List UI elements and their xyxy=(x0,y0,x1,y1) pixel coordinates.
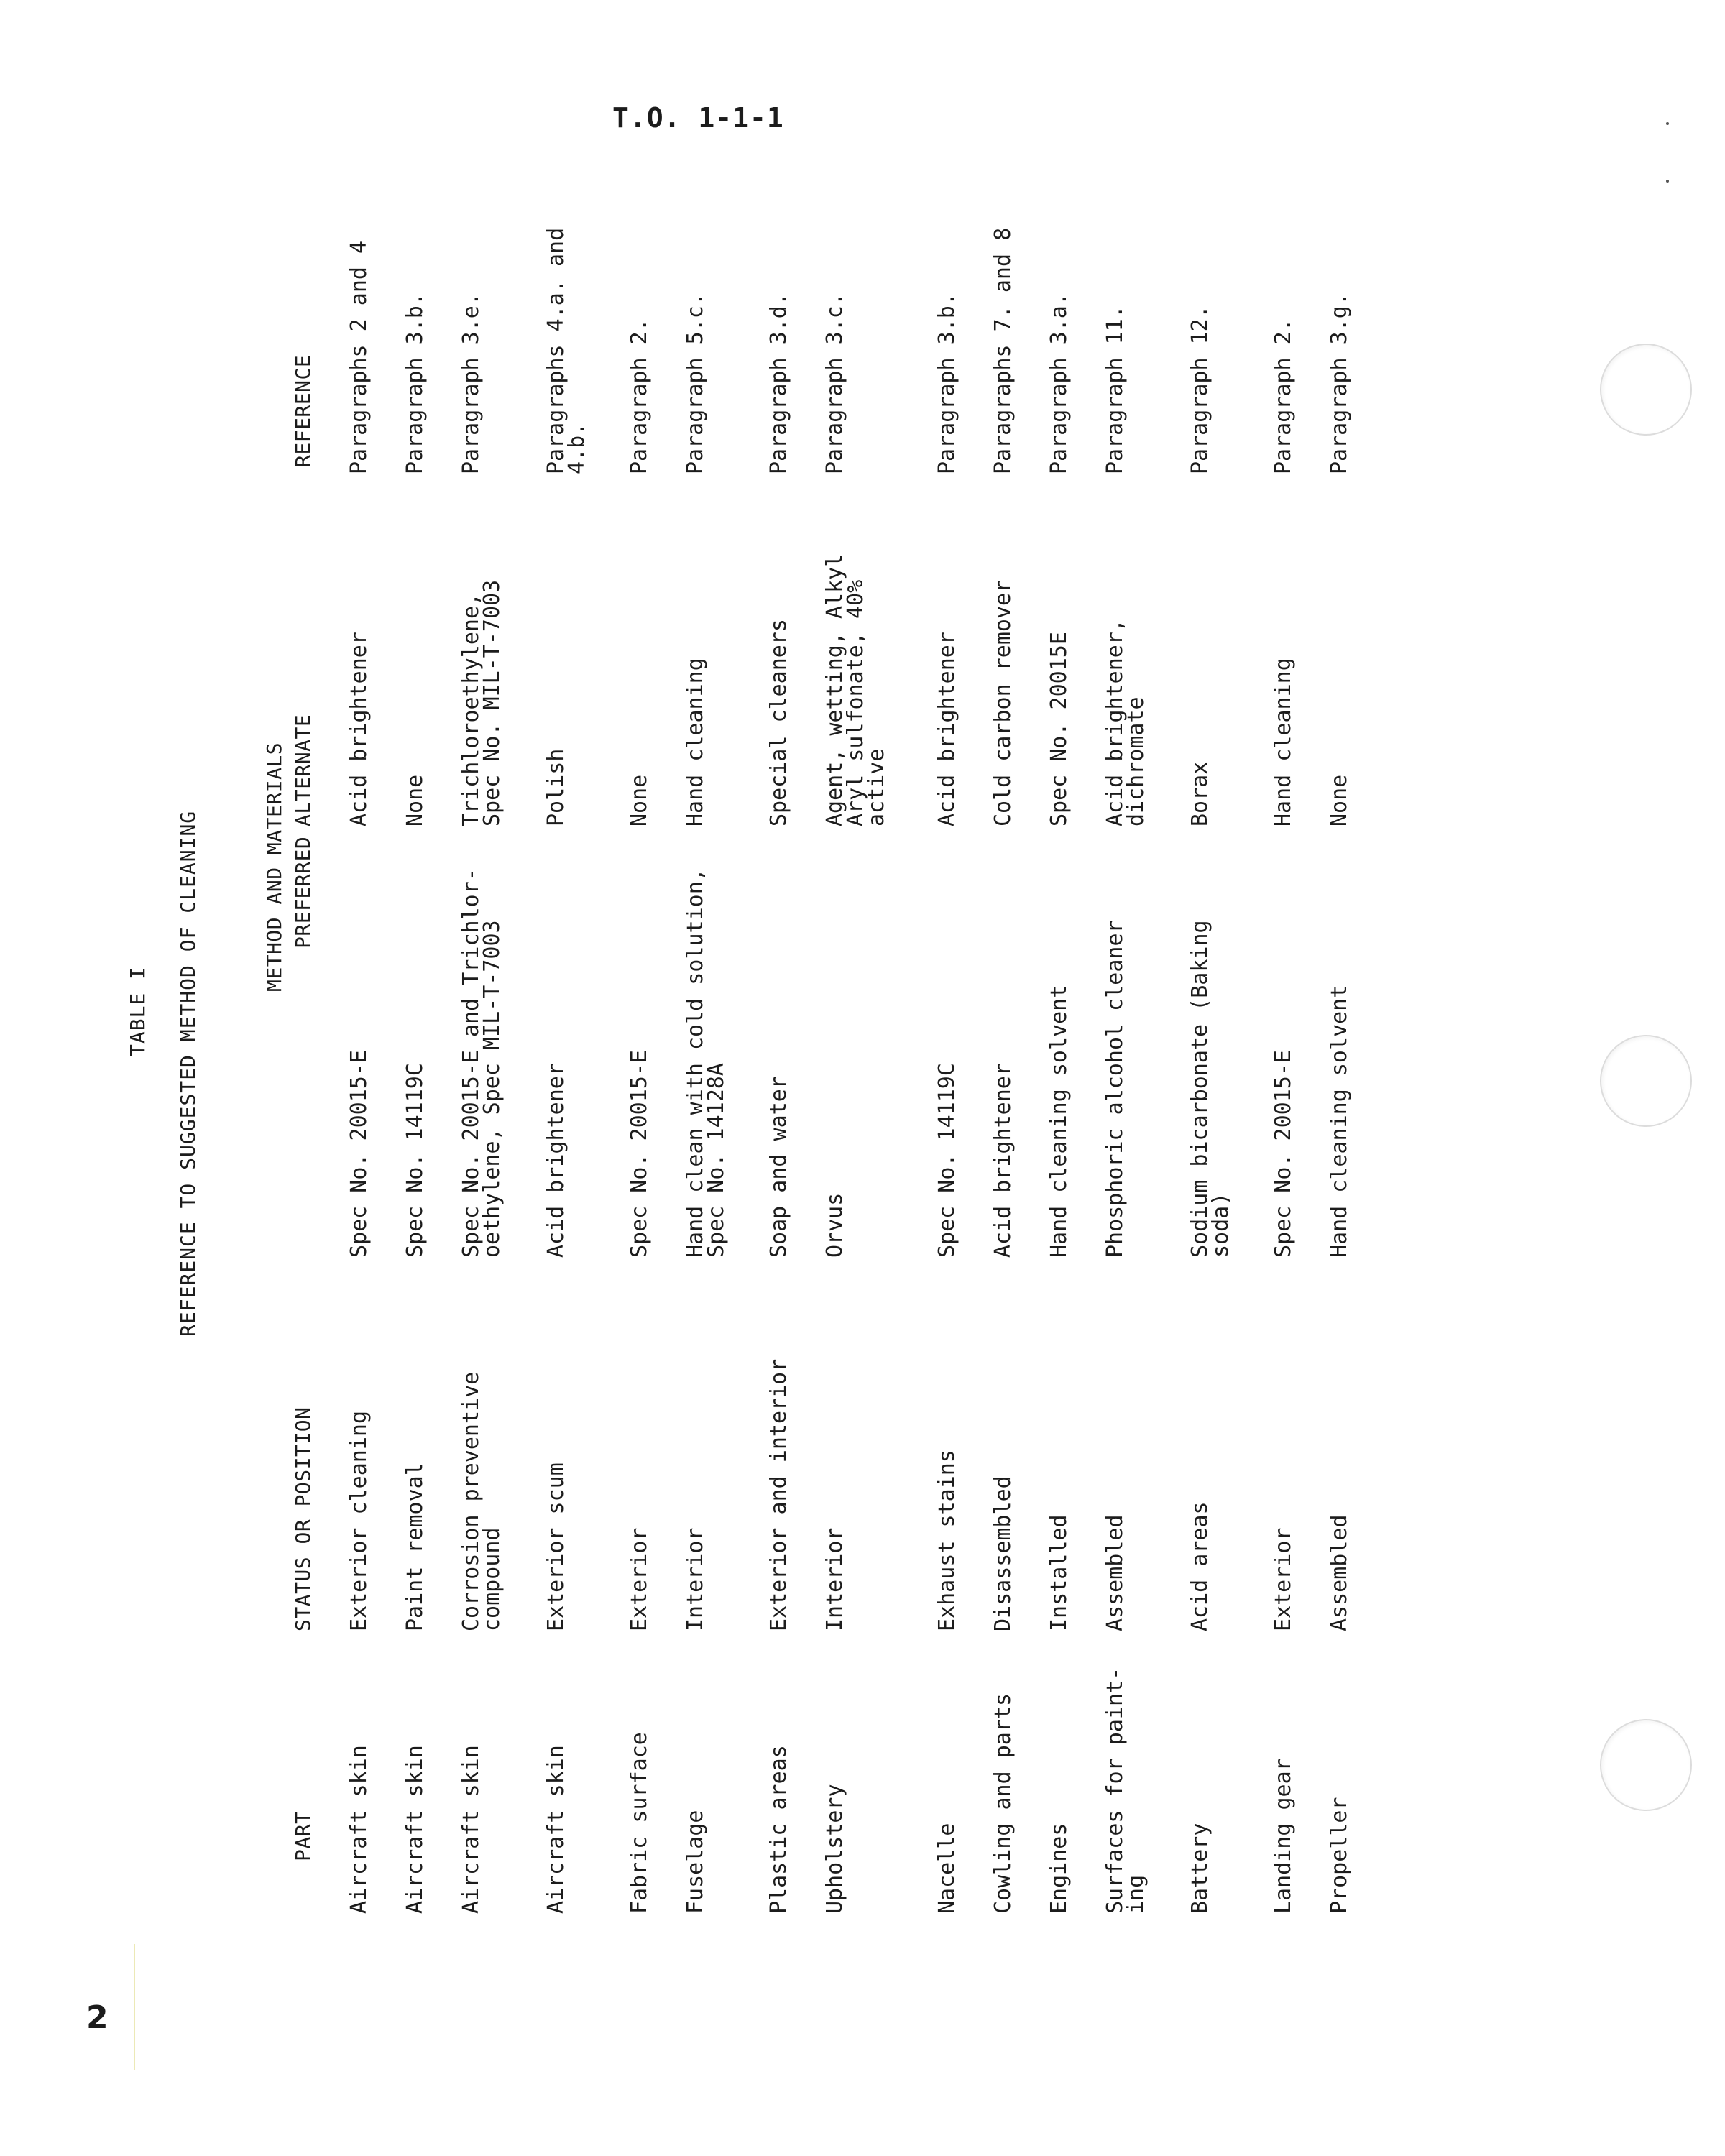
part-cell: Fuselage xyxy=(683,1810,708,1914)
alternate-cell: Acid brightener xyxy=(346,632,372,826)
part-cell: Fabric surface xyxy=(627,1732,652,1914)
status-cell: Corrosion preventive compound xyxy=(459,1371,505,1631)
preferred-cell: Hand clean with cold solution, Spec No. 14128A xyxy=(683,868,729,1258)
rotated-table xyxy=(104,216,1513,1969)
preferred-cell: Spec No. 20015-E xyxy=(1271,1050,1296,1258)
alternate-cell: Trichloroethylene, Spec No. MIL-T-7003 xyxy=(459,579,505,826)
status-cell: Paint removal xyxy=(402,1462,428,1631)
status-cell: Exterior cleaning xyxy=(346,1410,372,1631)
column-header-reference: REFERENCE xyxy=(291,354,315,467)
part-cell: Aircraft skin xyxy=(402,1745,428,1914)
column-header-preferred: PREFERRED xyxy=(291,836,315,949)
preferred-cell: Soap and water xyxy=(766,1076,791,1258)
alternate-cell: Polish xyxy=(543,748,569,826)
alternate-cell: Cold carbon remover xyxy=(990,579,1016,826)
table-subtitle: REFERENCE TO SUGGESTED METHOD OF CLEANING xyxy=(176,810,200,1337)
alternate-cell: None xyxy=(1327,774,1352,826)
reference-cell: Paragraphs 4.a. and 4.b. xyxy=(543,227,589,474)
part-cell: Nacelle xyxy=(934,1823,960,1914)
preferred-cell: Spec No. 20015-E and Trichlor- oethylene, Spec MIL-T-7003 xyxy=(459,868,505,1258)
preferred-cell: Spec No. 20015-E xyxy=(346,1050,372,1258)
preferred-cell: Acid brightener xyxy=(543,1063,569,1258)
preferred-cell: Hand cleaning solvent xyxy=(1327,985,1352,1258)
preferred-cell: Spec No. 14119C xyxy=(934,1063,960,1258)
part-cell: Engines xyxy=(1046,1823,1072,1914)
status-cell: Disassembled xyxy=(990,1475,1016,1631)
column-header-status: STATUS OR POSITION xyxy=(291,1406,315,1631)
status-cell: Exterior xyxy=(1271,1527,1296,1631)
part-cell: Upholstery xyxy=(822,1784,847,1914)
preferred-cell: Spec No. 20015-E xyxy=(627,1050,652,1258)
punch-hole-top xyxy=(1600,344,1692,436)
status-cell: Exterior xyxy=(627,1527,652,1631)
table-title: TABLE I xyxy=(126,966,150,1056)
preferred-cell: Spec No. 14119C xyxy=(402,1063,428,1258)
reference-cell: Paragraph 5.c. xyxy=(683,292,708,474)
status-cell: Exterior scum xyxy=(543,1462,569,1631)
reference-cell: Paragraph 3.g. xyxy=(1327,292,1352,474)
part-cell: Plastic areas xyxy=(766,1745,791,1914)
alternate-cell: Hand cleaning xyxy=(1271,658,1296,826)
status-cell: Interior xyxy=(822,1527,847,1631)
status-cell: Assembled xyxy=(1103,1514,1128,1631)
alternate-cell: Acid brightener, dichromate xyxy=(1103,619,1149,826)
preferred-cell: Sodium bicarbonate (Baking soda) xyxy=(1187,920,1233,1258)
reference-cell: Paragraph 3.e. xyxy=(459,292,484,474)
alternate-cell: Agent, wetting, Alkyl Aryl sulfonate, 40% active xyxy=(822,553,889,826)
part-cell: Aircraft skin xyxy=(346,1745,372,1914)
method-materials-header: METHOD AND MATERIALS xyxy=(262,742,286,992)
reference-cell: Paragraph 11. xyxy=(1103,305,1128,474)
reference-cell: Paragraph 3.b. xyxy=(934,292,960,474)
status-cell: Exterior and interior xyxy=(766,1358,791,1631)
preferred-cell: Phosphoric alcohol cleaner xyxy=(1103,920,1128,1258)
reference-cell: Paragraph 3.c. xyxy=(822,292,847,474)
part-cell: Propeller xyxy=(1327,1797,1352,1914)
alternate-cell: None xyxy=(402,774,428,826)
preferred-cell: Acid brightener xyxy=(990,1063,1016,1258)
part-cell: Aircraft skin xyxy=(459,1745,484,1914)
reference-cell: Paragraph 3.a. xyxy=(1046,292,1072,474)
punch-hole-middle xyxy=(1600,1035,1692,1127)
status-cell: Installed xyxy=(1046,1514,1072,1631)
reference-cell: Paragraphs 7. and 8 xyxy=(990,227,1016,474)
alternate-cell: Spec No. 20015E xyxy=(1046,632,1072,826)
status-cell: Acid areas xyxy=(1187,1501,1213,1631)
alternate-cell: Special cleaners xyxy=(766,619,791,826)
part-cell: Surfaces for paint- ing xyxy=(1103,1667,1149,1914)
margin-dot xyxy=(1666,122,1669,125)
column-header-alternate: ALTERNATE xyxy=(291,714,315,826)
margin-dot xyxy=(1666,180,1669,183)
reference-cell: Paragraphs 2 and 4 xyxy=(346,240,372,474)
alternate-cell: None xyxy=(627,774,652,826)
status-cell: Interior xyxy=(683,1527,708,1631)
alternate-cell: Borax xyxy=(1187,761,1213,826)
part-cell: Cowling and parts xyxy=(990,1692,1016,1914)
column-header-part: PART xyxy=(291,1811,315,1861)
part-cell: Aircraft skin xyxy=(543,1745,569,1914)
punch-hole-bottom xyxy=(1600,1719,1692,1811)
part-cell: Landing gear xyxy=(1271,1758,1296,1914)
reference-cell: Paragraph 2. xyxy=(1271,318,1296,474)
status-cell: Assembled xyxy=(1327,1514,1352,1631)
reference-cell: Paragraph 2. xyxy=(627,318,652,474)
alternate-cell: Acid brightener xyxy=(934,632,960,826)
status-cell: Exhaust stains xyxy=(934,1450,960,1631)
preferred-cell: Hand cleaning solvent xyxy=(1046,985,1072,1258)
reference-cell: Paragraph 12. xyxy=(1187,305,1213,474)
reference-cell: Paragraph 3.d. xyxy=(766,292,791,474)
preferred-cell: Orvus xyxy=(822,1192,847,1258)
page-number: 2 xyxy=(86,1999,109,2036)
part-cell: Battery xyxy=(1187,1823,1213,1914)
alternate-cell: Hand cleaning xyxy=(683,658,708,826)
document-code: T.O. 1-1-1 xyxy=(612,102,784,134)
reference-cell: Paragraph 3.b. xyxy=(402,292,428,474)
